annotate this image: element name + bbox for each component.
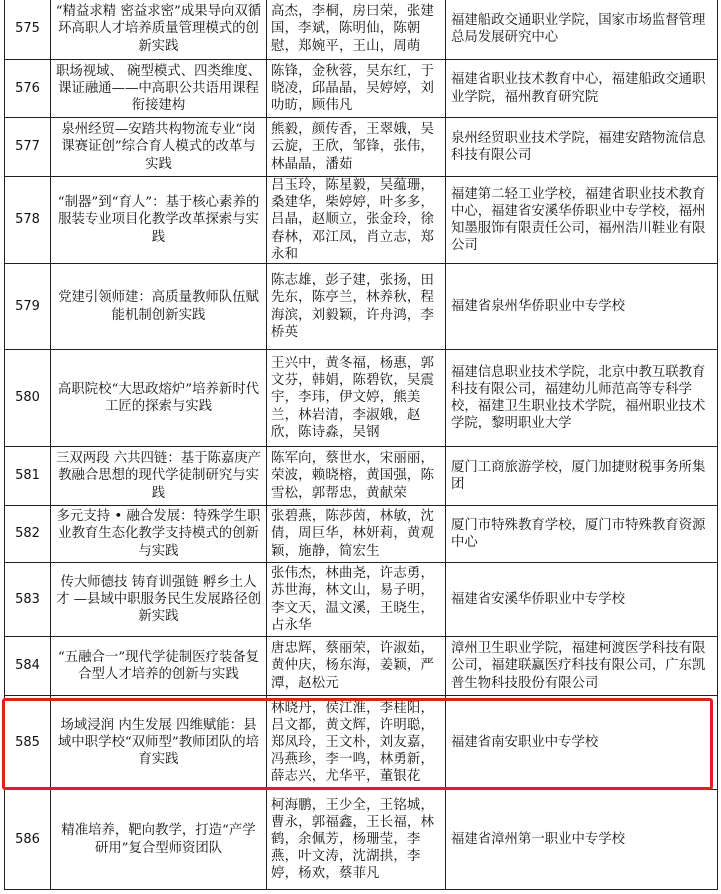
- row-number: 583: [5, 563, 51, 637]
- row-number: 580: [5, 350, 51, 447]
- project-authors: 张碧燕，陈莎茵，林敏，沈倩，周巨华，林妍莉，黄观颖，施静，简宏生: [267, 506, 446, 563]
- project-title: 三双两段 六共四链：基于陈嘉庚产教融合思想的现代学徒制研究与实践: [51, 447, 267, 506]
- project-title: 职场视域、 碗型模式、四类维度、课证融通——中高职公共语用课程衔接建构: [51, 60, 267, 118]
- project-title: “精益求精 密益求密”成果导向双循环高职人才培养质量管理模式的创新实践: [51, 0, 267, 60]
- project-authors: 柯海鹏，王少全，王铭城，曹永，郭福鑫，王长福，林鹤，余佩芳，杨珊莹，李燕，叶文涛，沈湖拱，李婷，杨欢，蔡菲凡: [267, 790, 446, 890]
- table-row: [5, 264, 718, 350]
- project-units: 福建船政交通职业学院，国家市场监督管理总局发展研究中心: [446, 0, 718, 60]
- project-authors: 王兴中，黄冬福，杨惠，郭文芬，韩娟，陈碧钦，吴震宇，李玮，伊文婷，熊美兰，林岩清，李淑娥，赵欣，陈诗淼，吴钢: [267, 350, 446, 447]
- awards-table: [4, 0, 718, 890]
- project-title: 多元支持 • 融合发展：特殊学生职业教育生态化教学支持模式的创新与实践: [51, 506, 267, 563]
- table-row: [5, 60, 718, 118]
- project-authors: 林晓丹，侯江淮，李桂阳，吕文都，黄文辉，许明聪，郑凤玲，王文朴，刘友嘉，冯燕珍，李一鸣，林勇新，薛志兴，尤华平，董银花: [267, 696, 446, 790]
- project-units: 泉州经贸职业技术学院，福建安踏物流信息科技有限公司: [446, 118, 718, 177]
- project-authors: 吕玉玲，陈星毅，吴蕴珊，桑建华，柴婷婷，叶多多，吕晶，赵顺立，张金玲，徐春林，邓江凤，肖立志，郑永和: [267, 177, 446, 264]
- project-units: 福建信息职业技术学院，北京中教互联教育科技有限公司，福建幼儿师范高等专科学校，福建卫生职业技术学院，福州职业技术学院，黎明职业大学: [446, 350, 718, 447]
- project-authors: 张伟杰，林曲尧，许志勇，苏世海，林文山，易子明，李文天，温文溪，王晓生，占永华: [267, 563, 446, 637]
- project-authors: 陈锋，金秋蓉，吴东红，于晓凌，邱晶晶，吴婷婷，刘叻昉，顾伟凡: [267, 60, 446, 118]
- row-number: 578: [5, 177, 51, 264]
- project-authors: 高杰，李桐，房曰荣，张建国，李斌，陈明仙，陈朝慰，郑婉平，王山，周萌: [267, 0, 446, 60]
- project-title: 传大师德技 铸育训强链 孵乡土人才 —县域中职服务民生发展路径创新实践: [51, 563, 267, 637]
- table-row: [5, 350, 718, 447]
- project-title: 党建引领师建：高质量教师队伍赋能机制创新实践: [51, 264, 267, 350]
- row-number: 581: [5, 447, 51, 506]
- project-units: 厦门工商旅游学校，厦门加捷财税事务所集团: [446, 447, 718, 506]
- table-row: [5, 563, 718, 637]
- project-title: “五融合一”现代学徒制医疗装备复合型人才培养的创新与实践: [51, 637, 267, 696]
- project-authors: 唐忠辉，蔡丽荣，许淑茹，黄仲庆，杨东海，姜颖，严潭，赵松元: [267, 637, 446, 696]
- table-row: [5, 506, 718, 563]
- project-units: 福建省安溪华侨职业中专学校: [446, 563, 718, 637]
- table-row: [5, 696, 718, 790]
- row-number: 575: [5, 0, 51, 60]
- row-number: 579: [5, 264, 51, 350]
- project-units: 厦门市特殊教育学校，厦门市特殊教育资源中心: [446, 506, 718, 563]
- table-row: [5, 0, 718, 60]
- project-units: 漳州卫生职业学院，福建柯渡医学科技有限公司，福建联赢医疗科技有限公司，广东凯普生物科技股份有限公司: [446, 637, 718, 696]
- project-units: 福建省南安职业中专学校: [446, 696, 718, 790]
- row-number: 582: [5, 506, 51, 563]
- row-number: 576: [5, 60, 51, 118]
- project-title: 场域浸润 内生发展 四维赋能：县域中职学校“双师型”教师团队的培育实践: [51, 696, 267, 790]
- project-authors: 陈志雄，彭子建，张扬，田先东，陈亭兰，林养秋，程海滨，刘毅颖，许舟鸿，李桥英: [267, 264, 446, 350]
- project-authors: 陈军向，蔡世水，宋丽丽，荣波，赖晓榕，黄国强，陈雪松，郭帮忠，黄献荣: [267, 447, 446, 506]
- row-number: 586: [5, 790, 51, 890]
- project-units: 福建第二轻工业学校，福建省职业技术教育中心，福建省安溪华侨职业中专学校，福州知墨服饰有限责任公司，福州浩川鞋业有限公司: [446, 177, 718, 264]
- table-row: [5, 118, 718, 177]
- project-units: 福建省漳州第一职业中专学校: [446, 790, 718, 890]
- project-title: 高职院校“大思政熔炉”培养新时代工匠的探索与实践: [51, 350, 267, 447]
- row-number: 584: [5, 637, 51, 696]
- project-authors: 熊毅，颜传香，王翠娥，吴云旋，王欣，邹锋，张伟，林晶晶，潘茹: [267, 118, 446, 177]
- project-units: 福建省泉州华侨职业中专学校: [446, 264, 718, 350]
- table-row: [5, 637, 718, 696]
- row-number: 585: [5, 696, 51, 790]
- table-row: [5, 177, 718, 264]
- project-title: 泉州经贸—安踏共构物流专业“岗课赛证创”综合育人模式的改革与实践: [51, 118, 267, 177]
- project-title: “制器”到“育人”：基于核心素养的服装专业项目化教学改革探索与实践: [51, 177, 267, 264]
- table-row: [5, 447, 718, 506]
- table-row: [5, 790, 718, 890]
- project-units: 福建省职业技术教育中心，福建船政交通职业学院，福州教育研究院: [446, 60, 718, 118]
- row-number: 577: [5, 118, 51, 177]
- project-title: 精准培养，靶向教学，打造“产学研用”复合型师资团队: [51, 790, 267, 890]
